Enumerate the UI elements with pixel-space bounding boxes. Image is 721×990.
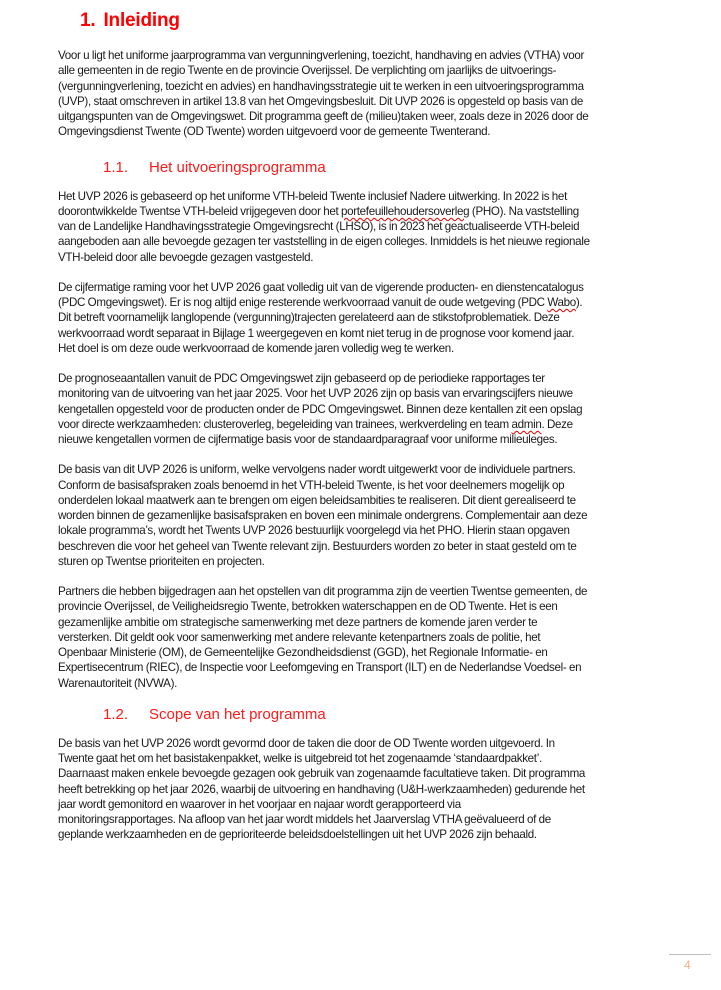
page-content bbox=[58, 6, 658, 843]
text-line: gezamenlijke ambitie om strategische samenwerking met deze partners de komende jaren verder te bbox=[58, 615, 538, 629]
text-line: werkvoorraad wordt separaat in Bijlage 1 weergegeven en komt niet terug in de prognose voor komend jaar. bbox=[58, 326, 575, 340]
text-line: (PDC Omgevingswet). Er is nog altijd enige resterende werkvoorraad vanuit de oude wetgeving (PDC Wabo). bbox=[58, 296, 583, 309]
text-line: Omgevingsdienst Twente (OD Twente) worden uitgevoerd voor de gemeente Twenterand. bbox=[58, 125, 491, 139]
text-line: lokale programma’s, wordt het Twents UVP 2026 bestuurlijk voorgelegd via het PHO. Hierin staan opgaven bbox=[58, 524, 570, 538]
text-line: onderdelen lokaal maatwerk aan te brengen om eigen beleidsambities te realiseren. Dit dient gerealiseerd te bbox=[58, 493, 576, 507]
text-line: Partners die hebben bijgedragen aan het opstellen van dit programma zijn de veertien Twentse gemeenten, de bbox=[58, 585, 588, 598]
text-line: De cijfermatige raming voor het UVP 2026 gaat volledig uit van de vigerende producten- en dienstencatalogus bbox=[58, 280, 584, 294]
text-line: kengetallen opgesteld voor de producten onder de PDC Omgevingswet. Binnen deze kentallen zit een opslag bbox=[58, 402, 583, 416]
spellcheck-flagged-word[interactable]: portefeuillehoudersoverleg bbox=[340, 204, 470, 218]
heading-het-uitvoeringsprogramma bbox=[103, 155, 658, 181]
text-line: (vergunningverlening, toezicht en advies) en handhavingsstrategie uit te werken in een uitvoeringsprogramma bbox=[58, 79, 584, 93]
text-line: Conform de basisafspraken zoals benoemd in het VTH-beleid Twente, is het voor deelnemers mogelijk op bbox=[58, 478, 565, 492]
text-line: De prognoseaantallen vanuit de PDC Omgevingswet zijn gebaseerd op de periodieke rapportages ter bbox=[58, 372, 545, 385]
paragraph bbox=[58, 48, 658, 140]
paragraph bbox=[58, 584, 658, 691]
text-line: worden binnen de gezamenlijke basisafspraken en boven een minimale ondergrens. Complementair aan deze bbox=[58, 509, 588, 522]
heading-number: 1.1. bbox=[103, 158, 129, 176]
heading-inleiding bbox=[80, 6, 658, 36]
heading-title: Het uitvoeringsprogramma bbox=[149, 158, 326, 176]
text-line: Daarnaast maken enkele bevoegde gezagen ook gebruik van zogenaamde facultatieve taken. Dit programma bbox=[58, 767, 586, 781]
text-line: van de Landelijke Handhavingsstrategie Omgevingsrecht (LHSO), is in 2023 het geactualiseerde VTH-beleid bbox=[58, 220, 580, 233]
text-line: sturen op Twentse prioriteiten en projecten. bbox=[58, 554, 265, 568]
text-line: Voor u ligt het uniforme jaarprogramma van vergunningverlening, toezicht, handhaving en advies (VTHA) voor bbox=[58, 49, 585, 62]
paragraph bbox=[58, 371, 658, 447]
paragraph bbox=[58, 280, 658, 356]
text-line: Het UVP 2026 is gebaseerd op het uniforme VTH-beleid Twente inclusief Nadere uitwerking. In 2022 is het bbox=[58, 189, 567, 203]
text-line: geplande werkzaamheden en de geprioriteerde beleidsdoelstellingen uit het UVP 2026 zijn behaald. bbox=[58, 828, 537, 842]
paragraph bbox=[58, 736, 658, 843]
text-line: uitgangspunten van de Omgevingswet. Dit programma geeft de (milieu)taken weer, zoals deze in 2026 door de bbox=[58, 110, 589, 123]
heading-title: Inleiding bbox=[103, 10, 180, 31]
text-line: heeft betrekking op het jaar 2026, waarbij de uitvoering en handhaving (U&H-werkzaamheden) gedurende het bbox=[58, 782, 585, 796]
text-line: alle gemeenten in de regio Twente en de provincie Overijssel. De verplichting om jaarlijks de uitvoerings- bbox=[58, 64, 557, 78]
heading-scope-van-het-programma bbox=[103, 702, 658, 728]
text-line: doorontwikkelde Twentse VTH-beleid vrijgegeven door het portefeuillehoudersoverleg (PHO). Na vaststelling bbox=[58, 204, 579, 218]
text-line: Openbaar Ministerie (OM), de Gemeentelijke Gezondheidsdienst (GGD), het Regionale Informatie- en bbox=[58, 646, 548, 659]
text-line: jaar wordt gemonitord en waarover in het voorjaar en najaar wordt gerapporteerd via bbox=[58, 797, 461, 811]
text-line: Dit betreft voornamelijk langlopende (vergunning)trajecten gerelateerd aan de stikstofproblematiek. Deze bbox=[58, 311, 560, 325]
paragraph bbox=[58, 189, 658, 265]
page-number: 4 bbox=[684, 958, 691, 972]
text-line: beschreven die voor het geheel van Twente relevant zijn. Bestuurders worden zo beter in staat gesteld om te bbox=[58, 539, 577, 553]
text-line: monitoringsrapportages. Na afloop van het jaar wordt middels het Jaarverslag VTHA geëvalueerd of de bbox=[58, 813, 551, 826]
text-line: VTH-beleid door alle bevoegde gezagen vastgesteld. bbox=[58, 250, 314, 264]
spellcheck-flagged-word[interactable]: admin bbox=[511, 417, 542, 431]
heading-number: 1.2. bbox=[103, 705, 129, 723]
text-line: nieuwe kengetallen vormen de cijfermatige basis voor de standaardparagraaf voor uniforme milieuleges. bbox=[58, 433, 558, 446]
text-line: De basis van dit UVP 2026 is uniform, welke vervolgens nader wordt uitgewerkt voor de individuele partners. bbox=[58, 463, 576, 477]
spellcheck-flagged-word[interactable]: Wabo bbox=[547, 296, 576, 309]
text-line: Twente gaat het om het basistakenpakket, welke is uitgebreid tot het zogenaamde ‘standaardpakket’. bbox=[58, 752, 542, 765]
footer-divider bbox=[669, 954, 711, 955]
text-line: Warenautoriteit (NVWA). bbox=[58, 676, 178, 690]
text-line: monitoring van de uitvoering van het jaar 2025. Voor het UVP 2026 zijn op basis van ervaringscijfers nieuwe bbox=[58, 387, 573, 401]
heading-title: Scope van het programma bbox=[149, 705, 326, 723]
text-line: provincie Overijssel, de Veiligheidsregio Twente, betrokken waterschappen en de OD Twente. Het is een bbox=[58, 600, 558, 614]
text-line: Expertisecentrum (RIEC), de Inspectie voor Leefomgeving en Transport (ILT) en de Nederlandse Voedsel- en bbox=[58, 661, 582, 675]
text-line: De basis van het UVP 2026 wordt gevormd door de taken die door de OD Twente worden uitgevoerd. In bbox=[58, 736, 555, 750]
text-line: voor directe werkzaamheden: clusteroverleg, begeleiding van trainees, werkverdeling en team admin. Deze bbox=[58, 417, 573, 431]
text-line: Het doel is om deze oude werkvoorraad de komende jaren volledig weg te werken. bbox=[58, 341, 454, 355]
text-line: (UVP), staat omschreven in artikel 13.8 van het Omgevingsbesluit. Dit UVP 2026 is opgesteld op basis van de bbox=[58, 94, 583, 108]
heading-number: 1. bbox=[80, 10, 96, 31]
paragraph bbox=[58, 462, 658, 569]
text-line: aangeboden aan alle bevoegde gezagen ter vaststelling in de eigen colleges. Inmiddels is het nieuwe regionale bbox=[58, 235, 590, 249]
text-line: versterken. Dit geldt ook voor samenwerking met andere relevante ketenpartners zoals de politie, het bbox=[58, 630, 541, 644]
